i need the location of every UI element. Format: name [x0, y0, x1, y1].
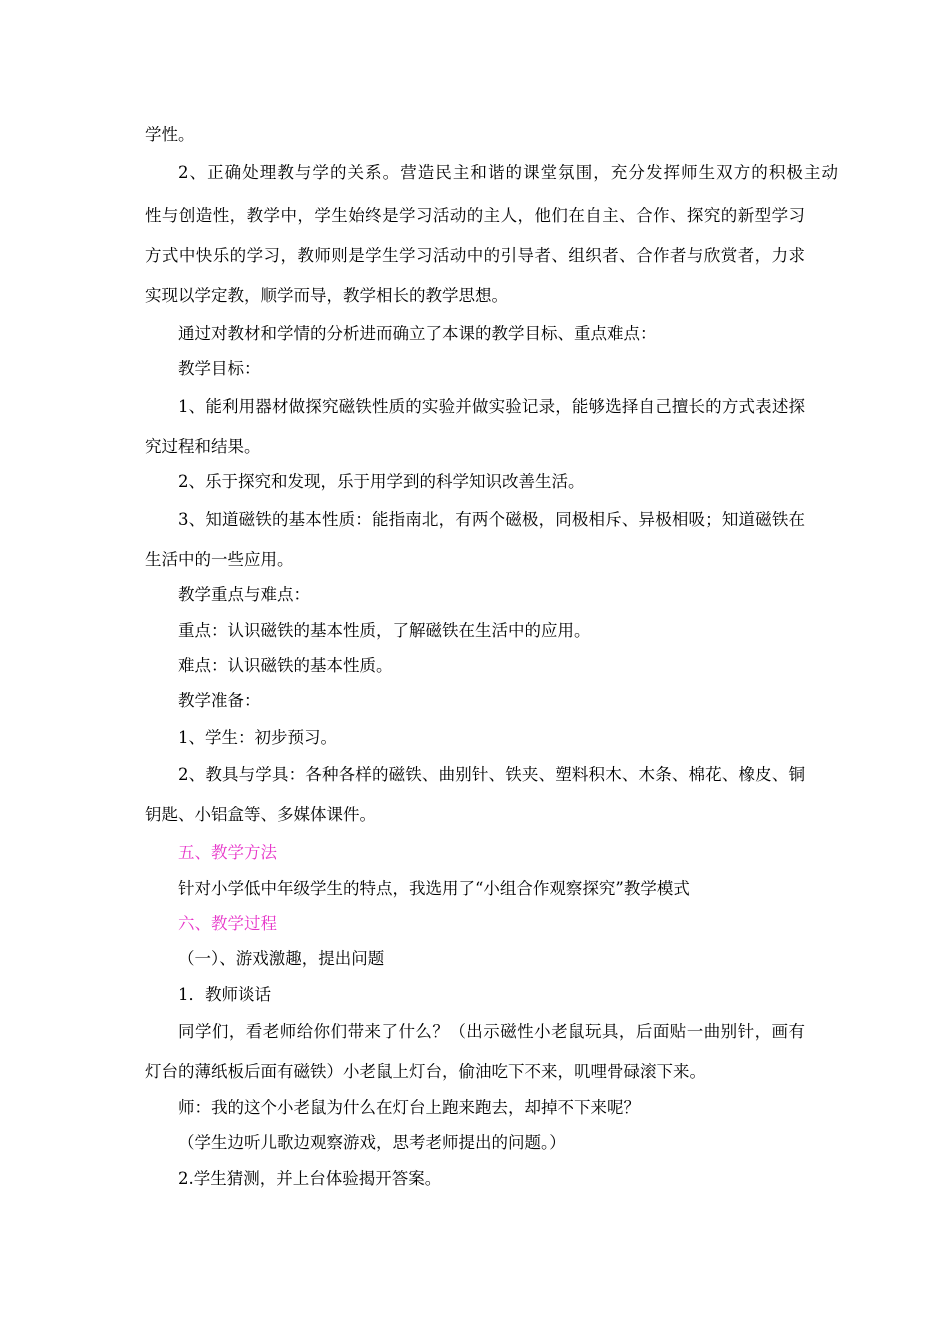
- paragraph-line: 性与创造性，教学中，学生始终是学习活动的主人，他们在自主、合作、探究的新型学习: [145, 206, 805, 225]
- paragraph-line: 生活中的一些应用。: [145, 550, 294, 569]
- paragraph-line: 钥匙、小铝盒等、多媒体课件。: [145, 805, 376, 824]
- paragraph-line: 究过程和结果。: [145, 437, 261, 456]
- paragraph-line: 1、能利用器材做探究磁铁性质的实验并做实验记录，能够选择自己擅长的方式表述探: [178, 397, 805, 416]
- section-label: 教学重点与难点：: [178, 585, 310, 604]
- paragraph-line: 2、乐于探究和发现，乐于用学到的科学知识改善生活。: [178, 472, 585, 491]
- paragraph-line: 师：我的这个小老鼠为什么在灯台上跑来跑去，却掉不下来呢？: [178, 1098, 640, 1117]
- subsection-heading: （一）、游戏激趣，提出问题: [178, 949, 385, 968]
- paragraph-line: 1．教师谈话: [178, 985, 271, 1004]
- paragraph-line: 针对小学低中年级学生的特点，我选用了“小组合作观察探究”教学模式: [178, 879, 690, 898]
- paragraph-line: 灯台的薄纸板后面有磁铁）小老鼠上灯台，偷油吃下不来，叽哩骨碌滚下来。: [145, 1062, 706, 1081]
- paragraph-line: 2、教具与学具：各种各样的磁铁、曲别针、铁夹、塑料积木、木条、棉花、橡皮、铜: [178, 765, 805, 784]
- paragraph-line: 通过对教材和学情的分析进而确立了本课的教学目标、重点难点：: [178, 324, 657, 343]
- section-label: 教学准备：: [178, 691, 261, 710]
- section-heading: 五、教学方法: [178, 843, 277, 862]
- paragraph-line: 2.学生猜测，并上台体验揭开答案。: [178, 1169, 442, 1188]
- section-heading: 六、教学过程: [178, 914, 277, 933]
- paragraph-line: （学生边听儿歌边观察游戏，思考老师提出的问题。）: [178, 1133, 566, 1152]
- paragraph-line: 2、正确处理教与学的关系。营造民主和谐的课堂氛围，充分发挥师生双方的积极主动: [178, 163, 838, 182]
- paragraph-line: 3、知道磁铁的基本性质：能指南北，有两个磁极，同极相斥、异极相吸；知道磁铁在: [178, 510, 805, 529]
- paragraph-line: 方式中快乐的学习，教师则是学生学习活动中的引导者、组织者、合作者与欣赏者，力求: [145, 246, 805, 265]
- paragraph-line: 同学们，看老师给你们带来了什么？（出示磁性小老鼠玩具，后面贴一曲别针，画有: [178, 1022, 805, 1041]
- paragraph-line: 1、学生：初步预习。: [178, 728, 337, 747]
- paragraph-line: 难点：认识磁铁的基本性质。: [178, 656, 393, 675]
- section-label: 教学目标：: [178, 359, 261, 378]
- paragraph-line: 学性。: [145, 125, 195, 144]
- paragraph-line: 实现以学定教，顺学而导，教学相长的教学思想。: [145, 286, 508, 305]
- paragraph-line: 重点：认识磁铁的基本性质，了解磁铁在生活中的应用。: [178, 621, 591, 640]
